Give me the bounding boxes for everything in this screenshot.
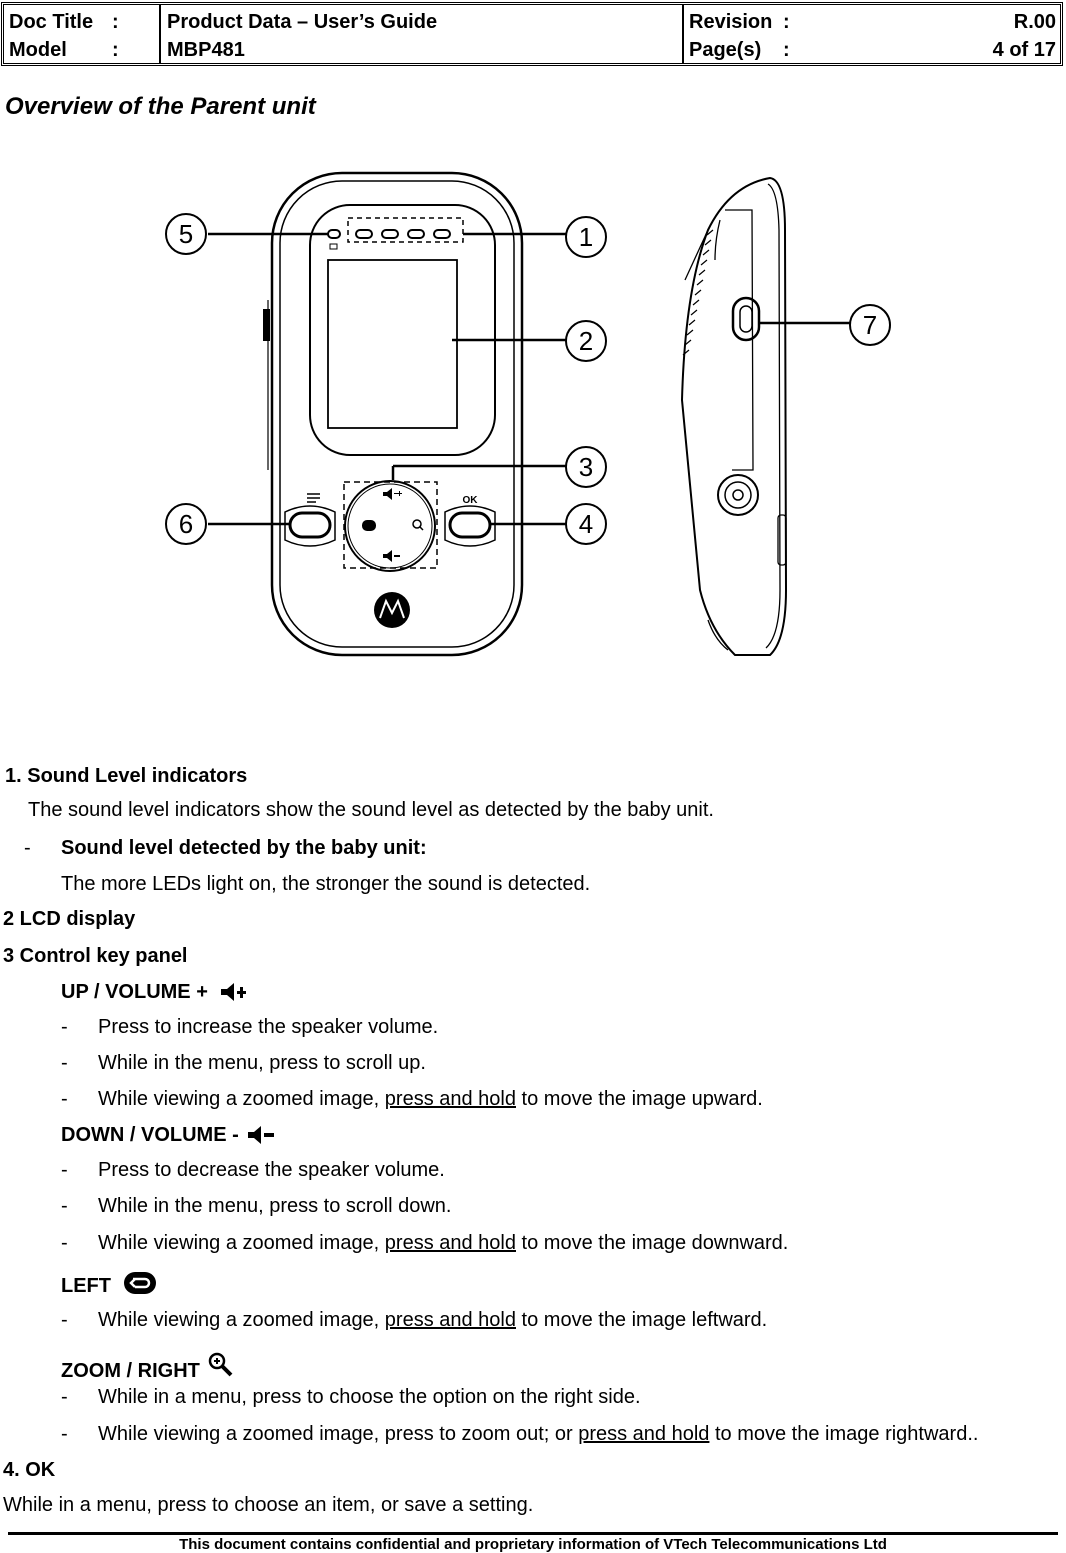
list-item: While viewing a zoomed image, press and hold to move the image upward. — [98, 1088, 763, 1110]
volume-up-icon — [219, 982, 249, 1002]
callout-1: 1 — [578, 222, 594, 252]
revision-label: Revision — [689, 11, 773, 33]
list-item: While in the menu, press to scroll up. — [98, 1052, 426, 1074]
section-1-dash: - — [24, 837, 31, 859]
header-label-cell — [4, 5, 161, 63]
back-icon — [362, 520, 376, 531]
down-volume-text: DOWN / VOLUME - — [61, 1124, 239, 1146]
section-3-title: 3 Control key panel — [3, 945, 188, 967]
footer-divider — [8, 1532, 1058, 1535]
zoom-right-text: ZOOM / RIGHT — [61, 1360, 200, 1382]
callout-7: 7 — [862, 310, 878, 340]
bullet: - — [61, 1423, 68, 1445]
volume-down-icon — [383, 550, 392, 562]
up-volume-label — [61, 981, 249, 1004]
volume-down-icon — [246, 1125, 276, 1145]
zoom-right-label — [61, 1351, 235, 1383]
section-1-subtitle: Sound level detected by the baby unit: — [61, 837, 427, 859]
doc-title-value: Product Data – User’s Guide — [167, 11, 438, 33]
callout-4: 4 — [578, 509, 594, 539]
power-switch — [733, 298, 759, 340]
motorola-logo — [374, 592, 410, 628]
lcd-display — [328, 260, 457, 428]
section-1-text: The sound level indicators show the sound level as detected by the baby unit. — [28, 799, 714, 821]
bullet: - — [61, 1309, 68, 1331]
up-volume-text: UP / VOLUME + — [61, 981, 208, 1003]
list-item: While viewing a zoomed image, press and hold to move the image leftward. — [98, 1309, 768, 1331]
pages-label: Page(s) — [689, 39, 762, 61]
bullet: - — [61, 1232, 68, 1254]
section-4-text: While in a menu, press to choose an item, or save a setting. — [3, 1494, 534, 1516]
bullet: - — [61, 1016, 68, 1038]
press-and-hold-text: press and hold — [384, 1232, 516, 1254]
press-and-hold-text: press and hold — [384, 1309, 516, 1331]
volume-up-icon — [383, 488, 392, 500]
callout-2: 2 — [578, 326, 594, 356]
doc-title-label: Doc Title — [9, 11, 94, 33]
document-header — [1, 2, 1063, 66]
bullet: - — [61, 1195, 68, 1217]
bullet: - — [61, 1088, 68, 1110]
confidentiality-footer: This document contains confidential and proprietary information of VTech Telecommunications Ltd — [179, 1536, 887, 1553]
callout-6: 6 — [178, 509, 194, 539]
bullet: - — [61, 1052, 68, 1074]
ok-button-shape — [450, 513, 490, 537]
down-volume-label — [61, 1124, 276, 1147]
zoom-icon — [413, 520, 421, 528]
model-colon: : — [112, 39, 119, 61]
section-4-title: 4. OK — [3, 1459, 56, 1481]
header-revision-cell — [684, 5, 1062, 63]
header-value-cell — [161, 5, 684, 63]
section-2-title: 2 LCD display — [3, 908, 136, 930]
section-title: Overview of the Parent unit — [5, 93, 316, 120]
zoom-icon — [207, 1351, 235, 1379]
bullet: - — [61, 1159, 68, 1181]
section-1-title: 1. Sound Level indicators — [5, 765, 248, 787]
left-text: LEFT — [61, 1275, 111, 1297]
list-item: While in the menu, press to scroll down. — [98, 1195, 452, 1217]
list-item: While in a menu, press to choose the option on the right side. — [98, 1386, 641, 1408]
section-1-subtext: The more LEDs light on, the stronger the sound is detected. — [61, 873, 591, 895]
callout-5: 5 — [178, 219, 194, 249]
callout-3: 3 — [578, 452, 594, 482]
press-and-hold-text: press and hold — [578, 1423, 710, 1445]
revision-colon: : — [783, 11, 790, 33]
ok-label: OK — [462, 495, 478, 506]
list-item: Press to increase the speaker volume. — [98, 1016, 439, 1038]
back-icon — [123, 1271, 157, 1295]
pages-colon: : — [783, 39, 790, 61]
revision-value: R.00 — [1013, 11, 1056, 33]
parent-unit-figure — [160, 170, 900, 665]
menu-button — [290, 513, 330, 537]
pages-value: 4 of 17 — [992, 39, 1056, 61]
list-item: Press to decrease the speaker volume. — [98, 1159, 445, 1181]
left-label — [61, 1271, 157, 1298]
doc-title-colon: : — [112, 11, 119, 33]
model-label: Model — [9, 39, 67, 61]
bullet: - — [61, 1386, 68, 1408]
model-value: MBP481 — [167, 39, 245, 61]
list-item: While viewing a zoomed image, press to zoom out; or press and hold to move the image rightward.. — [98, 1423, 979, 1445]
press-and-hold-text: press and hold — [384, 1088, 516, 1110]
dc-jack — [718, 475, 758, 515]
list-item: While viewing a zoomed image, press and hold to move the image downward. — [98, 1232, 789, 1254]
side-unit-body — [682, 178, 786, 655]
